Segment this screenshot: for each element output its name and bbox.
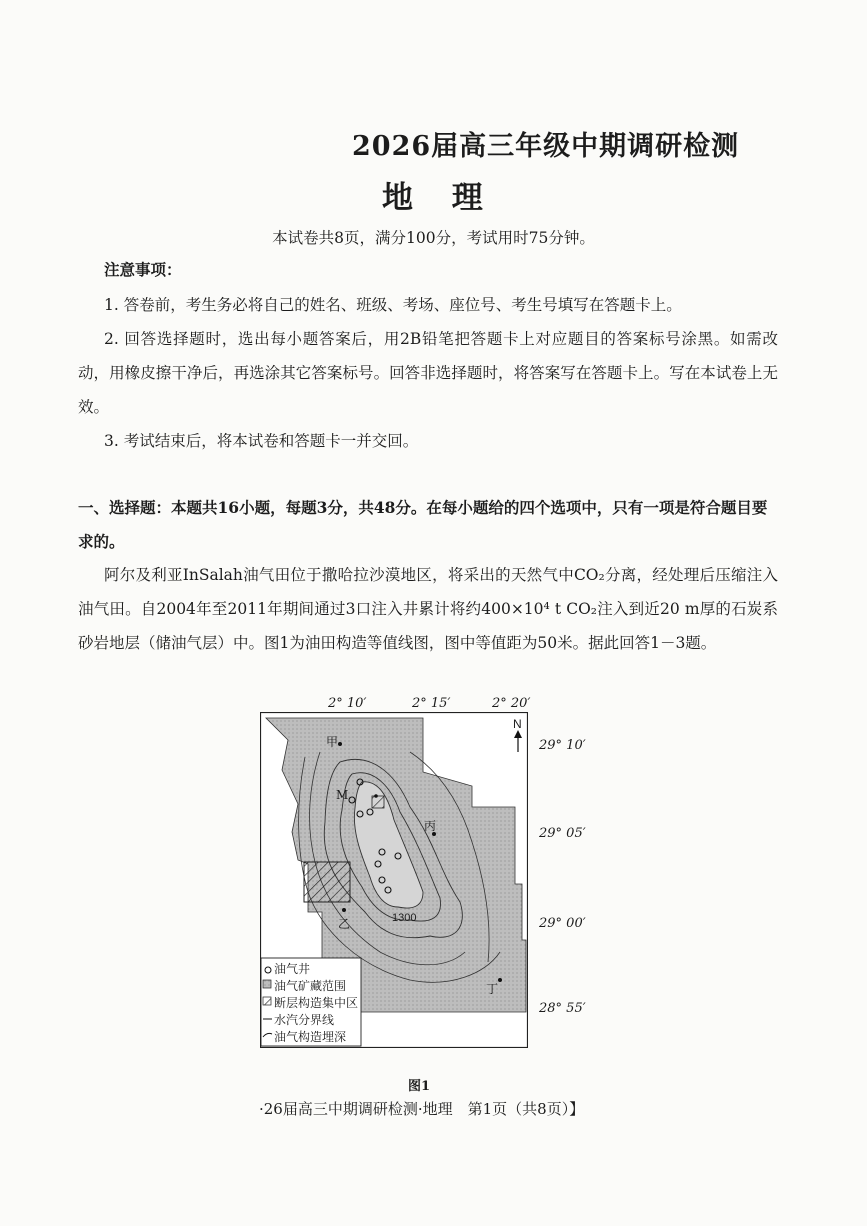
figure-caption: 图1 xyxy=(408,1079,431,1094)
label-jia: 甲 xyxy=(326,735,339,749)
notice-item-2: 2. 回答选择题时，选出每小题答案后，用2B铅笔把答题卡上对应题目的答案标号涂黑。如需改动，用橡皮擦干净后，再选涂其它答案标号。回答非选择题时，将答案写在答题卡上。写在本试卷上无效。 xyxy=(78,330,778,416)
legend-structure-depth: 油气构造埋深 xyxy=(274,1030,347,1044)
lon-tick-3: 2° 20′ xyxy=(492,696,531,711)
lat-tick-4: 28° 55′ xyxy=(539,1001,586,1016)
legend-water-gas-line: 水汽分界线 xyxy=(274,1013,335,1027)
north-label: N xyxy=(513,717,522,731)
page-footer: ·26届高三中期调研检测·地理 第1页（共8页）】 xyxy=(259,1100,585,1118)
legend-oil-well: 油气井 xyxy=(274,962,311,976)
exam-subject: 地 理 xyxy=(382,180,497,216)
section-heading: 一、选择题：本题共16小题，每题3分，共48分。在每小题给的四个选项中，只有一项是符合题目要求的。 xyxy=(78,498,768,551)
contour-label: 1300 xyxy=(392,912,417,924)
fault-zone xyxy=(304,862,350,902)
label-yi: 乙 xyxy=(338,917,351,931)
notice-item-3: 3. 考试结束后，将本试卷和答题卡一并交回。 xyxy=(104,432,419,450)
lon-tick-1: 2° 10′ xyxy=(328,696,367,711)
exam-title: 2026届高三年级中期调研检测 xyxy=(352,131,740,162)
notice-item-1: 1. 答卷前，考生务必将自己的姓名、班级、考场、座位号、考生号填写在答题卡上。 xyxy=(104,296,682,314)
exam-intro: 本试卷共8页，满分100分，考试用时75分钟。 xyxy=(272,229,595,247)
map-legend xyxy=(274,961,358,1046)
lat-tick-2: 29° 05′ xyxy=(539,826,586,841)
passage: 阿尔及利亚InSalah油气田位于撒哈拉沙漠地区，将采出的天然气中CO₂分离，经处理后压缩注入油气田。自2004年至2011年期间通过3口注入井累计将约400×10⁴ t CO₂注入到近20 m厚的石炭系砂岩地层（储油气层）中。图1为油田构造等值线图，图中等值距为50米。据此回答1－3题。 xyxy=(78,566,778,652)
notice-heading: 注意事项： xyxy=(104,260,182,279)
lat-tick-3: 29° 00′ xyxy=(539,916,586,931)
label-ding: 丁 xyxy=(486,982,499,996)
legend-fault-zone: 断层构造集中区 xyxy=(274,996,359,1010)
lon-tick-2: 2° 15′ xyxy=(412,696,451,711)
label-m: M xyxy=(336,788,349,802)
legend-oil-field: 油气矿藏范围 xyxy=(274,979,347,993)
lat-tick-1: 29° 10′ xyxy=(539,738,586,753)
label-bing: 丙 xyxy=(424,819,437,833)
